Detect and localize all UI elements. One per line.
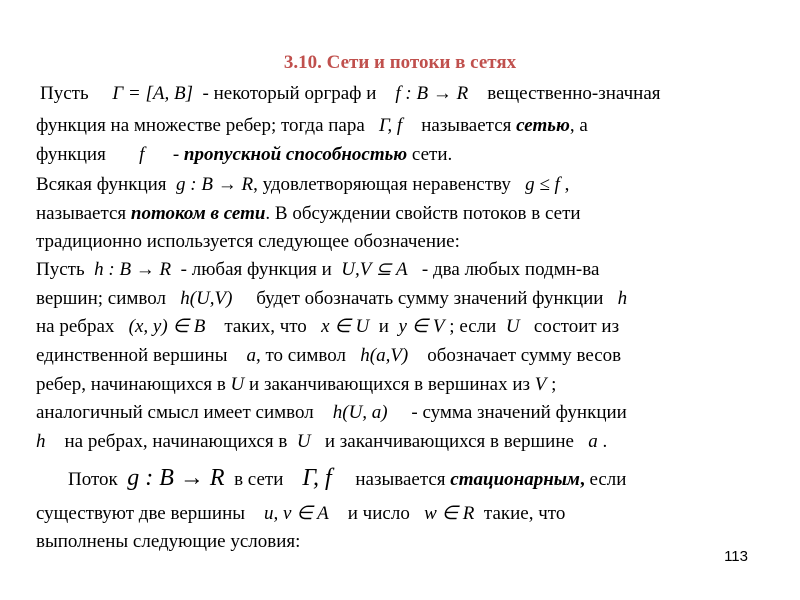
text: , bbox=[564, 174, 570, 195]
formula-a: a bbox=[246, 345, 256, 366]
text-line-12 bbox=[36, 402, 627, 424]
text-line-10 bbox=[36, 345, 621, 367]
text: . bbox=[602, 431, 608, 452]
text: называется bbox=[36, 203, 127, 224]
text: ; bbox=[551, 374, 557, 395]
formula-pair: Γ, f bbox=[379, 115, 403, 136]
term-capacity: пропускной способностью bbox=[183, 144, 408, 165]
text-line-5 bbox=[36, 203, 581, 225]
text: существуют две вершины bbox=[36, 503, 246, 524]
text: аналогичный смысл имеет символ bbox=[36, 402, 314, 423]
text: - любая функция и bbox=[180, 259, 332, 280]
text: вещественно-значная bbox=[487, 83, 661, 104]
formula-graph: Γ = [A, B] bbox=[112, 83, 194, 104]
text: будет обозначать сумму значений функции bbox=[256, 288, 604, 309]
formula-network-big: Γ, f bbox=[302, 465, 332, 491]
formula-U: U bbox=[296, 431, 311, 452]
text: , то символ bbox=[256, 345, 346, 366]
text: на ребрах bbox=[36, 316, 115, 337]
text-line-2 bbox=[36, 115, 588, 137]
text-line-7 bbox=[36, 259, 599, 281]
formula-hUV: h(U,V) bbox=[180, 288, 233, 309]
page-number: 113 bbox=[724, 548, 748, 565]
formula-x: x ∈ U bbox=[321, 316, 370, 337]
text-line-16 bbox=[36, 531, 300, 553]
formula-h: h : B → R bbox=[94, 259, 172, 280]
text-line-8 bbox=[36, 288, 627, 310]
text-line-4 bbox=[36, 174, 569, 196]
formula-a: a bbox=[588, 431, 598, 452]
formula-hUa: h(U, a) bbox=[332, 402, 388, 423]
text: функция bbox=[36, 144, 106, 165]
text: называется bbox=[421, 115, 512, 136]
text: Пусть bbox=[40, 83, 89, 104]
term-network: сетью bbox=[516, 115, 570, 136]
text: - bbox=[172, 144, 180, 165]
text: выполнены следующие условия: bbox=[36, 531, 301, 552]
slide-title: 3.10. Сети и потоки в сетях bbox=[283, 52, 517, 73]
formula-U: U bbox=[230, 374, 245, 395]
formula-uv: u, v ∈ A bbox=[264, 503, 329, 524]
text: - сумма значений функции bbox=[411, 402, 627, 423]
text: такие, что bbox=[483, 503, 566, 524]
text: - некоторый орграф и bbox=[202, 83, 377, 104]
text: Пусть bbox=[36, 259, 85, 280]
text: - два любых подмн-ва bbox=[421, 259, 600, 280]
text: называется bbox=[355, 469, 446, 490]
text-line-3 bbox=[36, 144, 452, 166]
text-line-6 bbox=[36, 231, 460, 253]
text: сети. bbox=[411, 144, 453, 165]
formula-haV: h(a,V) bbox=[360, 345, 409, 366]
formula-U: U bbox=[505, 316, 520, 337]
formula-edge: (x, y) ∈ B bbox=[128, 316, 206, 337]
text-line-15 bbox=[36, 503, 565, 525]
formula-y: y ∈ V bbox=[398, 316, 445, 337]
term-flow: потоком в сети bbox=[130, 203, 266, 224]
text-line-14 bbox=[68, 467, 626, 491]
formula-g-big: g : B → R bbox=[127, 465, 225, 491]
text: таких, что bbox=[224, 316, 307, 337]
formula-V: V bbox=[534, 374, 547, 395]
formula-ineq: g ≤ f bbox=[525, 174, 560, 195]
text: обозначает сумму весов bbox=[427, 345, 622, 366]
text-line-11 bbox=[36, 374, 556, 396]
text: ; если bbox=[449, 316, 497, 337]
text: ребер, начинающихся в bbox=[36, 374, 226, 395]
formula-w: w ∈ R bbox=[424, 503, 475, 524]
text: и заканчивающихся в вершинах из bbox=[249, 374, 531, 395]
text: в сети bbox=[234, 469, 284, 490]
text: и число bbox=[347, 503, 410, 524]
text: , bbox=[579, 469, 585, 490]
text: и заканчивающихся в вершине bbox=[324, 431, 574, 452]
formula-subsets: U,V ⊆ A bbox=[341, 259, 408, 280]
text: Всякая функция bbox=[36, 174, 167, 195]
formula-g: g : B → R bbox=[176, 174, 254, 195]
term-stationary: стационарным bbox=[450, 469, 580, 490]
text: если bbox=[589, 469, 627, 490]
text: Поток bbox=[68, 469, 118, 490]
text: единственной вершины bbox=[36, 345, 228, 366]
text-line-13 bbox=[36, 431, 607, 453]
text: и bbox=[378, 316, 389, 337]
formula-h: h bbox=[36, 431, 46, 452]
text: . В обсуждении свойств потоков в сети bbox=[265, 203, 581, 224]
text: , а bbox=[569, 115, 588, 136]
text: функция на множестве ребер; тогда пара bbox=[36, 115, 365, 136]
text: вершин; символ bbox=[36, 288, 166, 309]
formula-f: f bbox=[139, 144, 145, 165]
text: традиционно используется следующее обозначение: bbox=[36, 231, 460, 252]
formula-h: h bbox=[617, 288, 628, 309]
text: , удовлетворяющая неравенству bbox=[253, 174, 511, 195]
text: на ребрах, начинающихся в bbox=[64, 431, 288, 452]
formula-f: f : B → R bbox=[395, 83, 469, 104]
text: состоит из bbox=[533, 316, 620, 337]
text-line-9 bbox=[36, 316, 619, 338]
text-line-1 bbox=[40, 83, 661, 105]
